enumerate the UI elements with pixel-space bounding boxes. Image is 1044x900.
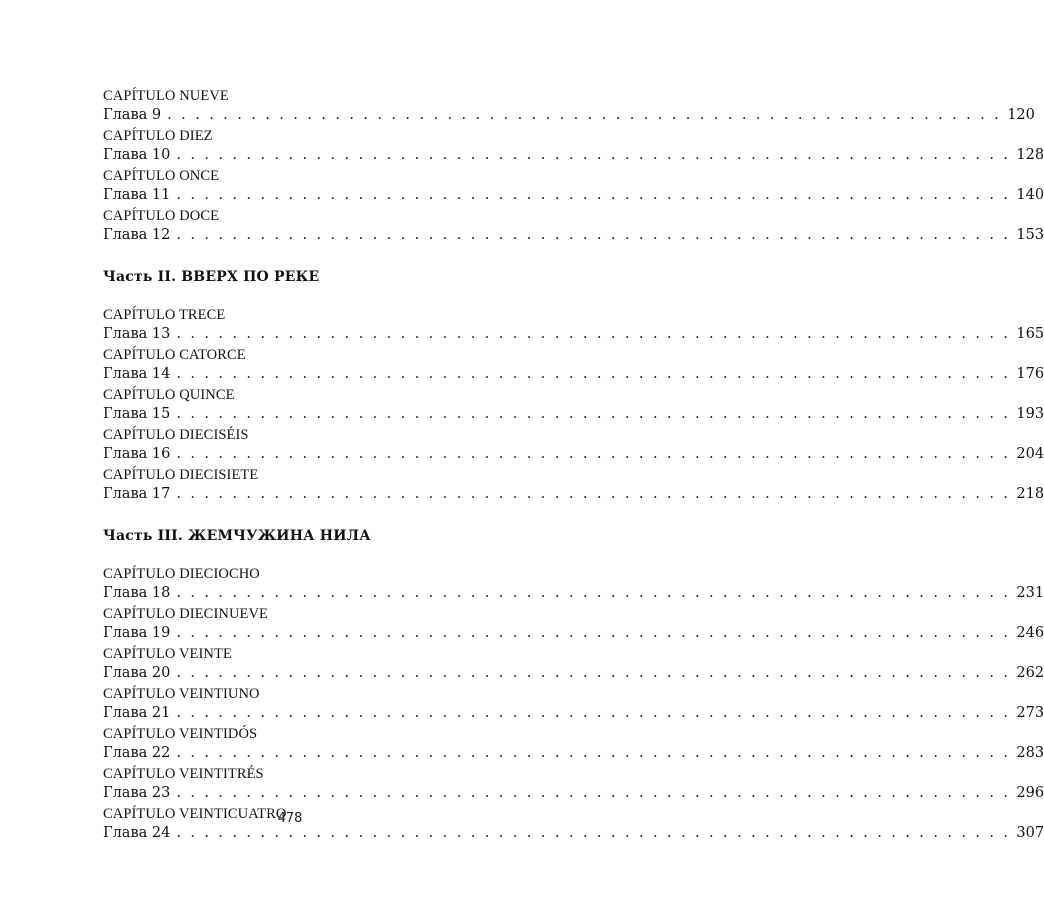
- chapter-line: [103, 783, 1044, 803]
- dot-leader: . . . . . . . . . . . . . . . . . . . . . . . . . . . . . . . . . . . . . . . . . . . . . . . . . . . . . . . . . . . .: [176, 785, 1011, 801]
- chapter-title: CAPÍTULO TRECE: [103, 307, 226, 323]
- dot-leader: . . . . . . . . . . . . . . . . . . . . . . . . . . . . . . . . . . . . . . . . . . . . . . . . . . . . . . . . . . . .: [176, 665, 1011, 681]
- chapter-title: CAPÍTULO VEINTIUNO: [103, 686, 260, 702]
- chapter-label: Глава 14: [103, 366, 171, 382]
- chapter-line: [103, 324, 1044, 344]
- page-reference: 193: [1016, 406, 1044, 422]
- part-heading: Часть III. ЖЕМЧУЖИНА НИЛА: [103, 528, 371, 544]
- toc-entry[interactable]: [103, 207, 1044, 247]
- chapter-title: CAPÍTULO DIECISIETE: [103, 467, 259, 483]
- chapter-label: Глава 18: [103, 585, 171, 601]
- page-reference: 246: [1016, 625, 1044, 641]
- chapter-line: [103, 225, 1044, 245]
- chapter-line: [103, 185, 1044, 205]
- dot-leader: . . . . . . . . . . . . . . . . . . . . . . . . . . . . . . . . . . . . . . . . . . . . . . . . . . . . . . . . . . . .: [176, 326, 1011, 342]
- dot-leader: . . . . . . . . . . . . . . . . . . . . . . . . . . . . . . . . . . . . . . . . . . . . . . . . . . . . . . . . . . . .: [176, 446, 1011, 462]
- dot-leader: . . . . . . . . . . . . . . . . . . . . . . . . . . . . . . . . . . . . . . . . . . . . . . . . . . . . . . . . . . . .: [176, 366, 1011, 382]
- toc-entry[interactable]: [103, 645, 1044, 685]
- dot-leader: . . . . . . . . . . . . . . . . . . . . . . . . . . . . . . . . . . . . . . . . . . . . . . . . . . . . . . . . . . . .: [176, 585, 1011, 601]
- chapter-line: [103, 703, 1044, 723]
- dot-leader: . . . . . . . . . . . . . . . . . . . . . . . . . . . . . . . . . . . . . . . . . . . . . . . . . . . . . . . . . . . .: [176, 825, 1011, 841]
- dot-leader: . . . . . . . . . . . . . . . . . . . . . . . . . . . . . . . . . . . . . . . . . . . . . . . . . . . . . . . . . . . .: [176, 625, 1011, 641]
- chapter-title: CAPÍTULO DIECIOCHO: [103, 566, 260, 582]
- chapter-title: CAPÍTULO DIEZ: [103, 128, 213, 144]
- toc-entry[interactable]: [103, 725, 1044, 765]
- page-reference: 176: [1016, 366, 1044, 382]
- chapter-line: [103, 444, 1044, 464]
- page-reference: 165: [1016, 326, 1044, 342]
- toc-section: [103, 87, 1044, 247]
- toc-entry[interactable]: [103, 565, 1044, 605]
- page-reference: 218: [1016, 486, 1044, 502]
- dot-leader: . . . . . . . . . . . . . . . . . . . . . . . . . . . . . . . . . . . . . . . . . . . . . . . . . . . . . . . . . . . .: [176, 486, 1011, 502]
- toc-entry[interactable]: [103, 765, 1044, 805]
- chapter-title: CAPÍTULO VEINTICUATRO: [103, 806, 287, 822]
- chapter-line: [103, 145, 1044, 165]
- chapter-title: CAPÍTULO VEINTE: [103, 646, 232, 662]
- dot-leader: . . . . . . . . . . . . . . . . . . . . . . . . . . . . . . . . . . . . . . . . . . . . . . . . . . . . . . . . . . . .: [176, 745, 1011, 761]
- chapter-line: [103, 105, 1035, 125]
- chapter-line: [103, 404, 1044, 424]
- page-reference: 140: [1016, 187, 1044, 203]
- dot-leader: . . . . . . . . . . . . . . . . . . . . . . . . . . . . . . . . . . . . . . . . . . . . . . . . . . . . . . . . . . . .: [176, 227, 1011, 243]
- toc-entry[interactable]: [103, 466, 1044, 506]
- part-heading: Часть II. ВВЕРХ ПО РЕКЕ: [103, 269, 320, 285]
- chapter-label: Глава 15: [103, 406, 171, 422]
- chapter-label: Глава 12: [103, 227, 171, 243]
- dot-leader: . . . . . . . . . . . . . . . . . . . . . . . . . . . . . . . . . . . . . . . . . . . . . . . . . . . . . . . . . . . .: [167, 107, 1002, 123]
- chapter-line: [103, 623, 1044, 643]
- page-reference: 153: [1016, 227, 1044, 243]
- chapter-label: Глава 11: [103, 187, 171, 203]
- toc-entry[interactable]: [103, 605, 1044, 645]
- toc-entry[interactable]: [103, 87, 1035, 127]
- dot-leader: . . . . . . . . . . . . . . . . . . . . . . . . . . . . . . . . . . . . . . . . . . . . . . . . . . . . . . . . . . . .: [176, 187, 1011, 203]
- chapter-line: [103, 484, 1044, 504]
- chapter-label: Глава 13: [103, 326, 171, 342]
- chapter-label: Глава 24: [103, 825, 171, 841]
- toc-entry[interactable]: [103, 426, 1044, 466]
- page-reference: 273: [1016, 705, 1044, 721]
- page-reference: 231: [1016, 585, 1044, 601]
- chapter-title: CAPÍTULO VEINTITRÉS: [103, 766, 264, 782]
- page-reference: 296: [1016, 785, 1044, 801]
- chapter-label: Глава 19: [103, 625, 171, 641]
- toc-section: [103, 268, 1044, 506]
- chapter-title: CAPÍTULO CATORCE: [103, 347, 246, 363]
- chapter-line: [103, 663, 1044, 683]
- chapter-title: CAPÍTULO VEINTIDÓS: [103, 726, 258, 742]
- chapter-line: [103, 743, 1044, 763]
- toc-entry[interactable]: [103, 346, 1044, 386]
- toc-entry[interactable]: [103, 386, 1044, 426]
- chapter-title: CAPÍTULO NUEVE: [103, 88, 229, 104]
- chapter-title: CAPÍTULO ONCE: [103, 168, 220, 184]
- page-reference: 120: [1007, 107, 1035, 123]
- page-number: 478: [277, 811, 303, 826]
- page-reference: 204: [1016, 446, 1044, 462]
- dot-leader: . . . . . . . . . . . . . . . . . . . . . . . . . . . . . . . . . . . . . . . . . . . . . . . . . . . . . . . . . . . .: [176, 147, 1011, 163]
- toc-section: [103, 527, 1044, 845]
- toc-entry[interactable]: [103, 167, 1044, 207]
- table-of-contents: [103, 87, 1044, 845]
- page-reference: 262: [1016, 665, 1044, 681]
- chapter-label: Глава 21: [103, 705, 171, 721]
- chapter-label: Глава 10: [103, 147, 171, 163]
- chapter-line: [103, 364, 1044, 384]
- dot-leader: . . . . . . . . . . . . . . . . . . . . . . . . . . . . . . . . . . . . . . . . . . . . . . . . . . . . . . . . . . . .: [176, 705, 1011, 721]
- chapter-label: Глава 20: [103, 665, 171, 681]
- toc-entry[interactable]: [103, 685, 1044, 725]
- chapter-title: CAPÍTULO DOCE: [103, 208, 220, 224]
- toc-entry[interactable]: [103, 127, 1044, 167]
- chapter-title: CAPÍTULO DIECINUEVE: [103, 606, 269, 622]
- chapter-label: Глава 17: [103, 486, 171, 502]
- chapter-label: Глава 9: [103, 107, 162, 123]
- page-reference: 128: [1016, 147, 1044, 163]
- chapter-line: [103, 583, 1044, 603]
- chapter-label: Глава 23: [103, 785, 171, 801]
- chapter-label: Глава 16: [103, 446, 171, 462]
- toc-entry[interactable]: [103, 306, 1044, 346]
- chapter-title: CAPÍTULO DIECISÉIS: [103, 427, 249, 443]
- page-reference: 283: [1016, 745, 1044, 761]
- chapter-label: Глава 22: [103, 745, 171, 761]
- page-reference: 307: [1016, 825, 1044, 841]
- dot-leader: . . . . . . . . . . . . . . . . . . . . . . . . . . . . . . . . . . . . . . . . . . . . . . . . . . . . . . . . . . . .: [176, 406, 1011, 422]
- chapter-title: CAPÍTULO QUINCE: [103, 387, 235, 403]
